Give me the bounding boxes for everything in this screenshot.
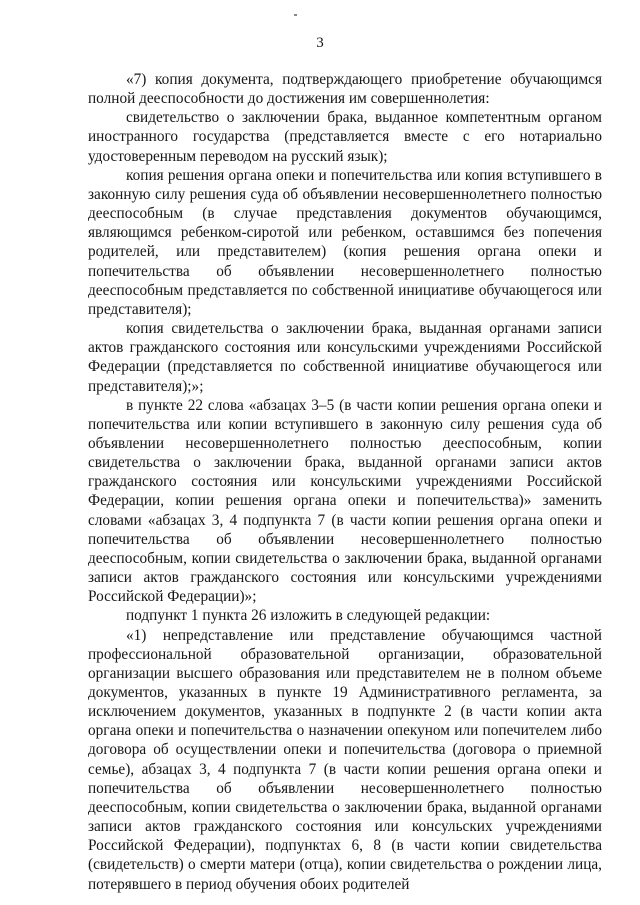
page-number: 3 bbox=[316, 35, 324, 51]
paragraph-1: «7) копия документа, подтверждающего приобретение обучающимся полной дееспособности до достижения им совершеннолетия: bbox=[88, 71, 602, 108]
document-body bbox=[88, 70, 602, 894]
paragraph-6: подпункт 1 пункта 26 изложить в следующей редакции: bbox=[126, 607, 491, 625]
paragraph-3: копия решения органа опеки и попечительства или копия вступившего в законную силу решения суда об объявлении несовершеннолетнего полностью дееспособным (в случае представления документов обучающимся, являющимся ребенком-сиротой или ребенком, оставшимся без попечения родителей, или представителем) (копия решения органа опеки и попечительства об объявлении несовершеннолетнего полностью дееспособным представляется по собственной инициативе обучающегося или представителя); bbox=[88, 166, 602, 318]
scan-mark bbox=[294, 14, 297, 16]
paragraph-5: в пункте 22 слова «абзацах 3–5 (в части копии решения органа опеки и попечительства или копии вступившего в законную силу решения суда об объявлении несовершеннолетнего полностью дееспособным, копии свидетельства о заключении брака, выданной органами записи актов гражданского состояния или консульскими учреждениями Российской Федерации, копии решения органа опеки и попечительства)» заменить словами «абзацах 3, 4 подпункта 7 (в части копии решения органа опеки и попечительства об объявлении несовершеннолетнего полностью дееспособным, копии свидетельства о заключении брака, выданной органами записи актов гражданского состояния или консульскими учреждениями Российской Федерации)»; bbox=[88, 396, 602, 606]
paragraph-2: свидетельство о заключении брака, выданное компетентным органом иностранного государства (представляется вместе с его нотариально удостоверенным переводом на русский язык); bbox=[88, 109, 602, 165]
paragraph-7: «1) непредставление или представление обучающимся частной профессиональной образовательной организации, образовательной организации высшего образования или представителем не в полном объеме документов, указанных в пункте 19 Административного регламента, за исключением документов, указанных в подпункте 2 (в части копии акта органа опеки и попечительства о назначении опекуном или попечителем либо договора об осуществлении опеки и попечительства (договора о приемной семье), абзацах 3, 4 подпункта 7 (в части копии решения органа опеки и попечительства об объявлении несовершеннолетнего полностью дееспособным, копии свидетельства о заключении брака, выданной органами записи актов гражданского состояния или консульских учреждениями Российской Федерации), подпунктах 6, 8 (в части копии свидетельства (свидетельств) о смерти матери (отца), копии свидетельства о рождении лица, потерявшего в период обучения обоих родителей bbox=[88, 626, 602, 893]
paragraph-4: копия свидетельства о заключении брака, выданная органами записи актов гражданского состояния или консульскими учреждениями Российской Федерации (представляется по собственной инициативе обучающегося или представителя);»; bbox=[88, 320, 602, 395]
